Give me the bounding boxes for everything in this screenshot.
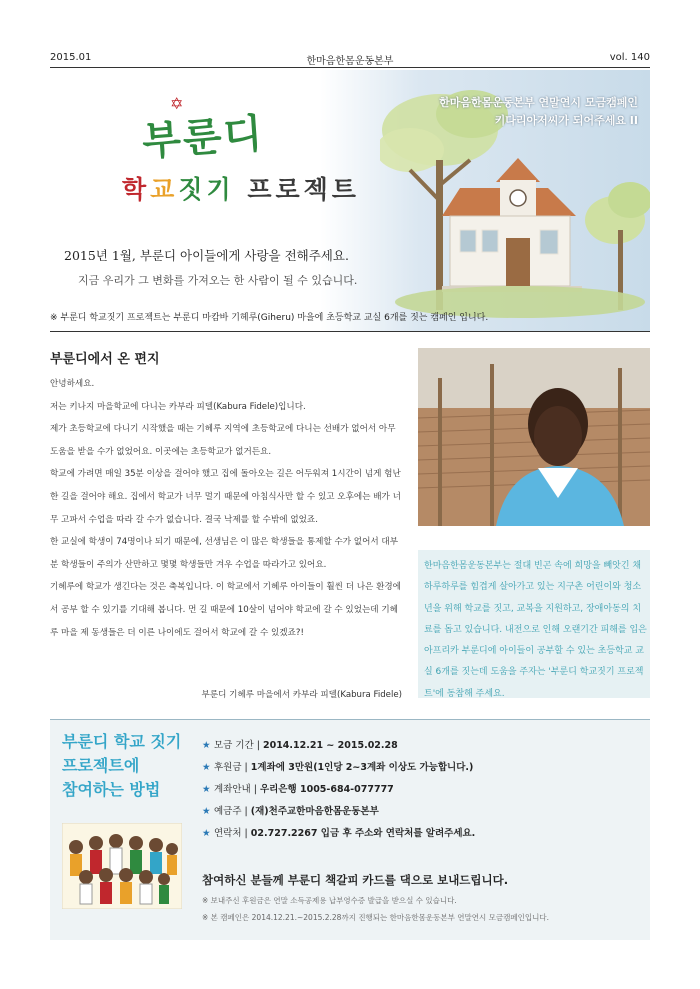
- detail-label: 계좌안내 |: [214, 784, 260, 795]
- participation-title-line: 부룬디 학교 짓기: [62, 732, 182, 751]
- footnote: ※ 본 캠페인은 2014.12.21.~2015.2.28까지 진행되는 한마음한몸운동본부 연말연시 모금캠페인입니다.: [202, 913, 549, 922]
- letter-paragraph: 제가 초등학교에 다니기 시작했을 때는 기헤루 지역에 초등학교에 다니는 선배가 없어서 아무 도움을 받을 수가 없었어요. 이곳에는 초등학교가 없거든요.: [50, 424, 396, 457]
- detail-value: (재)천주교한마음한몸운동본부: [250, 806, 379, 817]
- campaign-subtitle: 키다리아저씨가 되어주세요 II: [494, 114, 638, 127]
- star-bullet-icon: ★: [202, 806, 211, 817]
- send-card-notice: 참여하신 분들께 부룬디 책갈피 카드를 댁으로 보내드립니다.: [202, 873, 509, 887]
- school-building-icon: [442, 158, 582, 292]
- detail-value: 1계좌에 3만원(1인당 2~3계좌 이상도 가능합니다.): [250, 762, 474, 773]
- participation-title-line: 프로젝트에: [62, 756, 140, 775]
- letter-paragraph: 한 교실에 학생이 74명이나 되기 때문에, 선생님은 이 많은 학생들을 통제할 수가 없어서 대부분 학생들이 주의가 산만하고 몇몇 학생들만 겨우 수업을 따라가고 있어요.: [50, 537, 399, 570]
- logo-subtitle-part: 짓기: [178, 175, 235, 204]
- letter-paragraph: 저는 키나지 마을학교에 다니는 카부라 피델(Kabura Fidele)입니다.: [50, 401, 306, 412]
- detail-label: 후원금 |: [214, 762, 251, 773]
- letter-paragraph: 기헤루에 학교가 생긴다는 것은 축복입니다. 이 학교에서 기헤루 아이들이 훨씬 더 나은 환경에서 공부 할 수 있기를 기대해 봅니다. 먼 길 때문에 10살이 넘어야 학교에 갈 수 있었는데 기헤루 마을 제 동생들은 더 이른 나이에도 걸어서 학교에 갈 수 있겠죠?!: [50, 582, 401, 638]
- letter-paragraph: 학교에 가려면 매일 35분 이상을 걸어야 했고 집에 돌아오는 길은 어두워져 1시간이 넘게 험난한 길을 걸어야 해요. 집에서 학교가 너무 멀기 때문에 아침식사만 할 수 있고 오후에는 배가 너무 고파서 수업을 따라 갈 수가 없습니다. 결국 낙제를 할 수밖에 없었죠.: [50, 469, 401, 525]
- letter-title: 부룬디에서 온 편지: [50, 352, 160, 367]
- publisher-name: 한마음한몸운동본부: [306, 56, 394, 67]
- participation-details: [202, 737, 475, 847]
- logo-subtitle-part: 학: [122, 175, 151, 204]
- detail-contact: [202, 825, 475, 847]
- logo-title: 부룬디: [140, 109, 266, 166]
- volume-number: vol. 140: [609, 52, 650, 63]
- detail-holder: [202, 803, 475, 825]
- participation-title-line: 참여하는 방법: [62, 780, 161, 799]
- lead-headline: 2015년 1월, 부룬디 아이들에게 사랑을 전해주세요.: [64, 248, 349, 263]
- detail-label: 모금 기간 |: [214, 740, 263, 751]
- header-divider: [50, 67, 650, 68]
- logo-subtitle: [122, 170, 360, 206]
- campaign-title: 한마음한몸운동본부 연말연시 모금캠페인: [439, 96, 638, 109]
- hero-divider: [50, 331, 650, 332]
- letter-signature: 부룬디 기헤루 마을에서 카부라 피델(Kabura Fidele): [201, 690, 402, 700]
- lead-subline: 지금 우리가 그 변화를 가져오는 한 사람이 될 수 있습니다.: [78, 274, 358, 287]
- detail-value: 2014.12.21 ~ 2015.02.28: [262, 740, 398, 751]
- participation-title: [62, 730, 181, 802]
- student-photo: [418, 348, 650, 526]
- campaign-note: ※ 부룬디 학교짓기 프로젝트는 부룬디 마캄바 기헤루(Giheru) 마을에 초등학교 교실 6개를 짓는 캠페인 입니다.: [50, 313, 489, 323]
- story-text: 한마음한몸운동본부는 절대 빈곤 속에 희망을 빼앗긴 채 하루하루를 힘겹게 살아가고 있는 지구촌 어린이와 청소년을 위해 학교를 짓고, 교복을 지원하고, 장애아동의 치료를 돕고 있습니다. 내전으로 인해 오랜기간 피해를 입은 아프리카 부룬디에 아이들이 공부할 수 있는 초등학교 교실 6개를 짓는데 도움을 주자는 '부룬디 학교짓기 프로젝트'에 동참해 주세요.: [424, 561, 647, 699]
- star-bullet-icon: ★: [202, 828, 211, 839]
- newsletter-header: [50, 52, 650, 66]
- detail-value: 02.727.2267 입금 후 주소와 연락처를 알려주세요.: [250, 828, 476, 839]
- detail-amount: [202, 759, 475, 781]
- logo-subtitle-part: 프로젝트: [234, 175, 360, 204]
- letter-body: [50, 373, 402, 644]
- detail-label: 연락처 |: [214, 828, 251, 839]
- detail-value: 우리은행 1005-684-077777: [259, 784, 394, 795]
- letter-paragraph: 안녕하세요.: [50, 379, 95, 389]
- star-bullet-icon: ★: [202, 740, 211, 751]
- detail-period: [202, 737, 475, 759]
- star-bullet-icon: ★: [202, 762, 211, 773]
- star-icon: ✡: [170, 94, 184, 113]
- hero-banner: [50, 70, 650, 332]
- footnote: ※ 보내주신 후원금은 연말 소득공제용 납부영수증 발급을 받으실 수 있습니다.: [202, 896, 457, 905]
- star-bullet-icon: ★: [202, 784, 211, 795]
- issue-date: 2015.01: [50, 52, 92, 63]
- children-group-illustration: [62, 823, 182, 909]
- detail-account: [202, 781, 475, 803]
- detail-label: 예금주 |: [214, 806, 251, 817]
- logo-subtitle-part: 교: [150, 175, 179, 204]
